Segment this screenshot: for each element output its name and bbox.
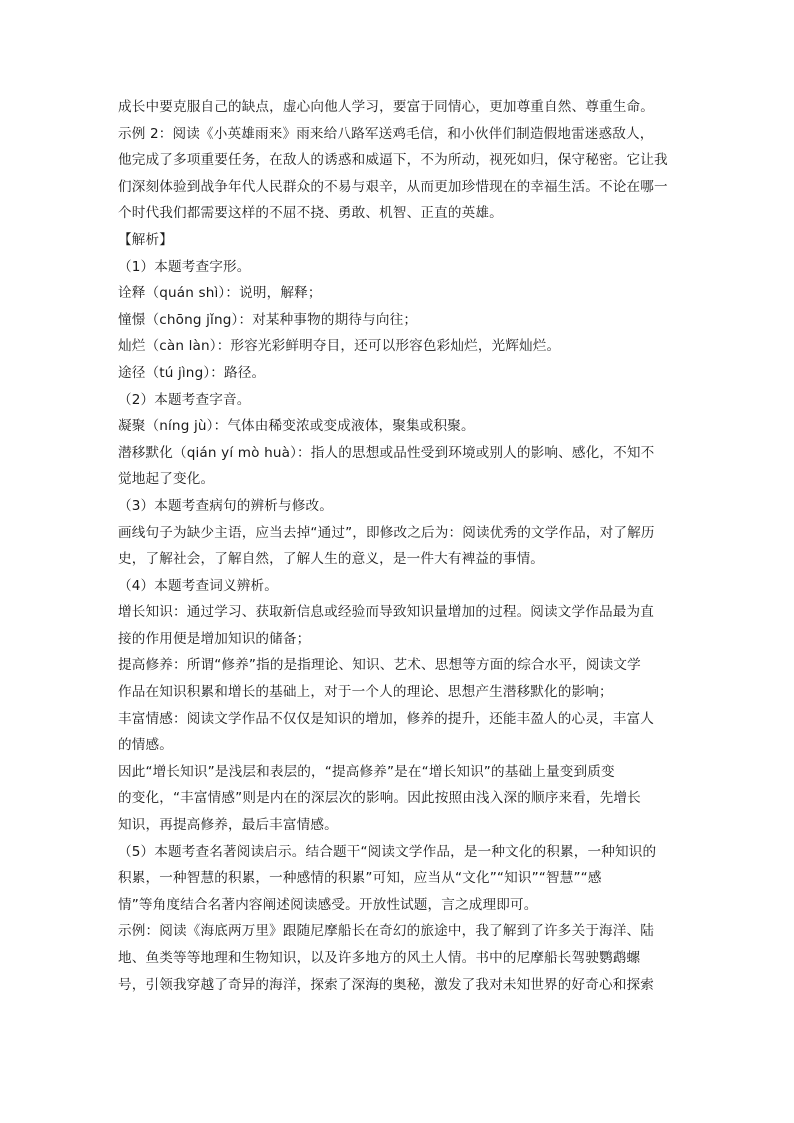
text-line: 史，了解社会，了解自然，了解人生的意义，是一件大有裨益的事情。 <box>118 551 545 568</box>
text-line: 的情感。 <box>118 737 173 754</box>
text-line: 画线句子为缺少主语，应当去掉“通过”，即修改之后为：阅读优秀的文学作品，对了解历 <box>118 524 655 541</box>
text-line: 示例：阅读《海底两万里》跟随尼摩船长在奇幻的旅途中，我了解到了许多关于海洋、陆 <box>118 923 655 940</box>
text-line: 积累，一种智慧的积累，一种感情的积累”可知，应当从“文化”“知识”“智慧”“感 <box>118 870 602 887</box>
text-line: 成长中要克服自己的缺点，虚心向他人学习，要富于同情心，更加尊重自然、尊重生命。 <box>118 99 655 115</box>
text-line: 的变化，“丰富情感”则是内在的深层次的影响。因此按照由浅入深的顺序来看，先增长 <box>118 790 641 807</box>
text-line: 增长知识：通过学习、获取新信息或经验而导致知识量增加的过程。阅读文学作品最为直 <box>118 604 655 621</box>
text-line: 丰富情感：阅读文学作品不仅仅是知识的增加，修养的提升，还能丰盈人的心灵，丰富人 <box>118 710 655 727</box>
text-line: 途径（tú jìng）：路径。 <box>118 364 266 381</box>
text-line: 他完成了多项重要任务，在敌人的诱惑和威逼下，不为所动，视死如归，保守秘密。它让我 <box>118 152 668 169</box>
text-line: 知识，再提高修养，最后丰富情感。 <box>118 817 338 834</box>
text-line: 觉地起了变化。 <box>118 471 215 488</box>
text-line: 作品在知识积累和增长的基础上，对于一个人的理论、思想产生潜移默化的影响； <box>118 684 613 701</box>
text-line: 们深刻体验到战争年代人民群众的不易与艰辛，从而更加珍惜现在的幸福生活。不论在哪一 <box>118 178 668 195</box>
text-line: 因此“增长知识”是浅层和表层的，“提高修养”是在“增长知识”的基础上量变到质变 <box>118 763 615 780</box>
question-heading: （2）本题考查字音。 <box>118 391 251 408</box>
text-line: 灿烂（càn làn）：形容光彩鲜明夺目，还可以形容色彩灿烂，光辉灿烂。 <box>118 338 561 355</box>
text-line: 诠释（quán shì）：说明，解释； <box>118 285 322 302</box>
text-line: 号，引领我穿越了奇异的海洋，探索了深海的奥秘，激发了我对未知世界的好奇心和探索 <box>118 976 655 993</box>
question-heading: （3）本题考查病句的辨析与修改。 <box>118 497 333 514</box>
question-heading: （5）本题考查名著阅读启示。结合题干“阅读文学作品，是一种文化的积累，一种知识的 <box>118 843 657 860</box>
question-heading: （1）本题考查字形。 <box>118 258 251 275</box>
section-heading: 【解析】 <box>118 231 173 248</box>
text-line: 地、鱼类等等地理和生物知识，以及许多地方的风土人情。书中的尼摩船长驾驶鹦鹉螺 <box>118 950 641 966</box>
text-line: 个时代我们都需要这样的不屈不挠、勇敢、机智、正直的英雄。 <box>118 205 503 222</box>
text-line: 接的作用便是增加知识的储备； <box>118 630 311 647</box>
text-line: 凝聚（níng jù）：气体由稀变浓或变成液体，聚集或积聚。 <box>118 418 475 435</box>
document-body <box>118 94 674 998</box>
text-line: 提高修养：所谓“修养”指的是指理论、知识、艺术、思想等方面的综合水平，阅读文学 <box>118 657 641 674</box>
text-line: 憧憬（chōng jǐng）：对某种事物的期待与向往； <box>118 311 418 328</box>
question-heading: （4）本题考查词义辨析。 <box>118 577 278 594</box>
text-line: 示例 2：阅读《小英雄雨来》雨来给八路军送鸡毛信，和小伙伴们制造假地雷迷惑敌人， <box>118 125 654 142</box>
text-line: 潜移默化（qián yí mò huà）：指人的思想或品性受到环境或别人的影响、感化，不知不 <box>118 444 655 461</box>
text-line: 情”等角度结合名著内容阐述阅读感受。开放性试题，言之成理即可。 <box>118 896 538 913</box>
